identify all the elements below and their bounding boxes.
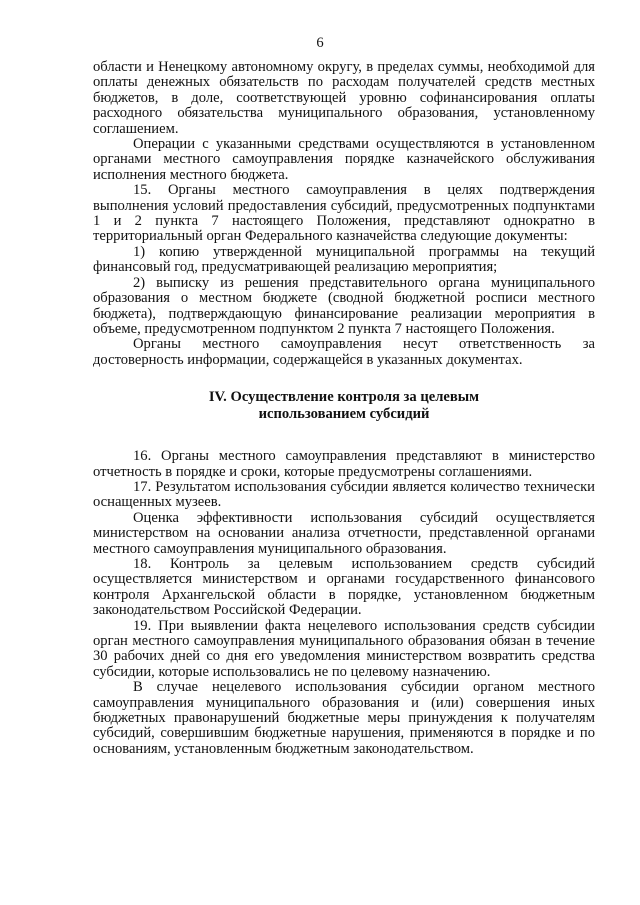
paragraph: Оценка эффективности использования субсидий осуществляется министерством на основании анализа отчетности, представленной органами местного самоуправления муниципального образования.	[93, 509, 595, 557]
paragraph: 16. Органы местного самоуправления представляют в министерство отчетность в порядке и сроки, которые предусмотрены соглашениями.	[93, 448, 595, 480]
section-heading-line-1: IV. Осуществление контроля за целевым	[208, 389, 480, 406]
paragraph: 17. Результатом использования субсидии является количество технически оснащенных музеев.	[93, 478, 595, 511]
section-heading	[93, 389, 595, 422]
paragraph: 19. При выявлении факта нецелевого использования средств субсидии орган местного самоуправления муниципального образования обязан в течение 30 рабочих дней со дня его уведомления министерством возвратить средства субсидии, которые использовались не по целевому назначению.	[93, 617, 595, 680]
section-heading-line-2: использованием субсидий	[258, 405, 430, 422]
paragraph: 18. Контроль за целевым использованием средств субсидий осуществляется министерством и органами государственного финансового контроля Архангельской области в порядке, установленном бюджетным законодательством Российской Федерации.	[93, 555, 595, 619]
paragraph: области и Ненецкому автономному округу, в пределах суммы, необходимой для оплаты денежных обязательств по расходам получателей средств местных бюджетов, в доле, соответствующей уровню софинансирования оплаты расходного обязательства муниципального образования, установленному соглашением.	[93, 59, 595, 137]
document-body	[93, 60, 595, 757]
paragraph: Органы местного самоуправления несут ответственность за достоверность информации, содержащейся в указанных документах.	[93, 336, 595, 368]
paragraphs-before-heading	[93, 60, 595, 368]
paragraphs-after-heading	[93, 449, 595, 757]
paragraph: Операции с указанными средствами осуществляются в установленном органами местного самоуправления порядке казначейского обслуживания исполнения местного бюджета.	[93, 136, 595, 183]
paragraph: 2) выписку из решения представительного органа муниципального образования о местном бюджете (сводной бюджетной росписи местного бюджета), подтверждающую финансирование реализации мероприятия в объеме, предусмотренном подпунктом 2 пункта 7 настоящего Положения.	[93, 274, 595, 337]
paragraph: 15. Органы местного самоуправления в целях подтверждения выполнения условий предоставления субсидий, предусмотренных подпунктами 1 и 2 пункта 7 настоящего Положения, представляют однократно в территориальный орган Федерального казначейства следующие документы:	[93, 182, 595, 245]
paragraph: В случае нецелевого использования субсидии органом местного самоуправления муниципального образования и (или) совершения иных бюджетных правонарушений бюджетные меры принуждения к получателям субсидий, совершившим бюджетные нарушения, применяются в порядке и по основаниям, установленным бюджетным законодательством.	[93, 679, 595, 757]
page-number: 6	[316, 35, 324, 51]
paragraph: 1) копию утвержденной муниципальной программы на текущий финансовый год, предусматривающей реализацию мероприятия;	[93, 243, 595, 276]
